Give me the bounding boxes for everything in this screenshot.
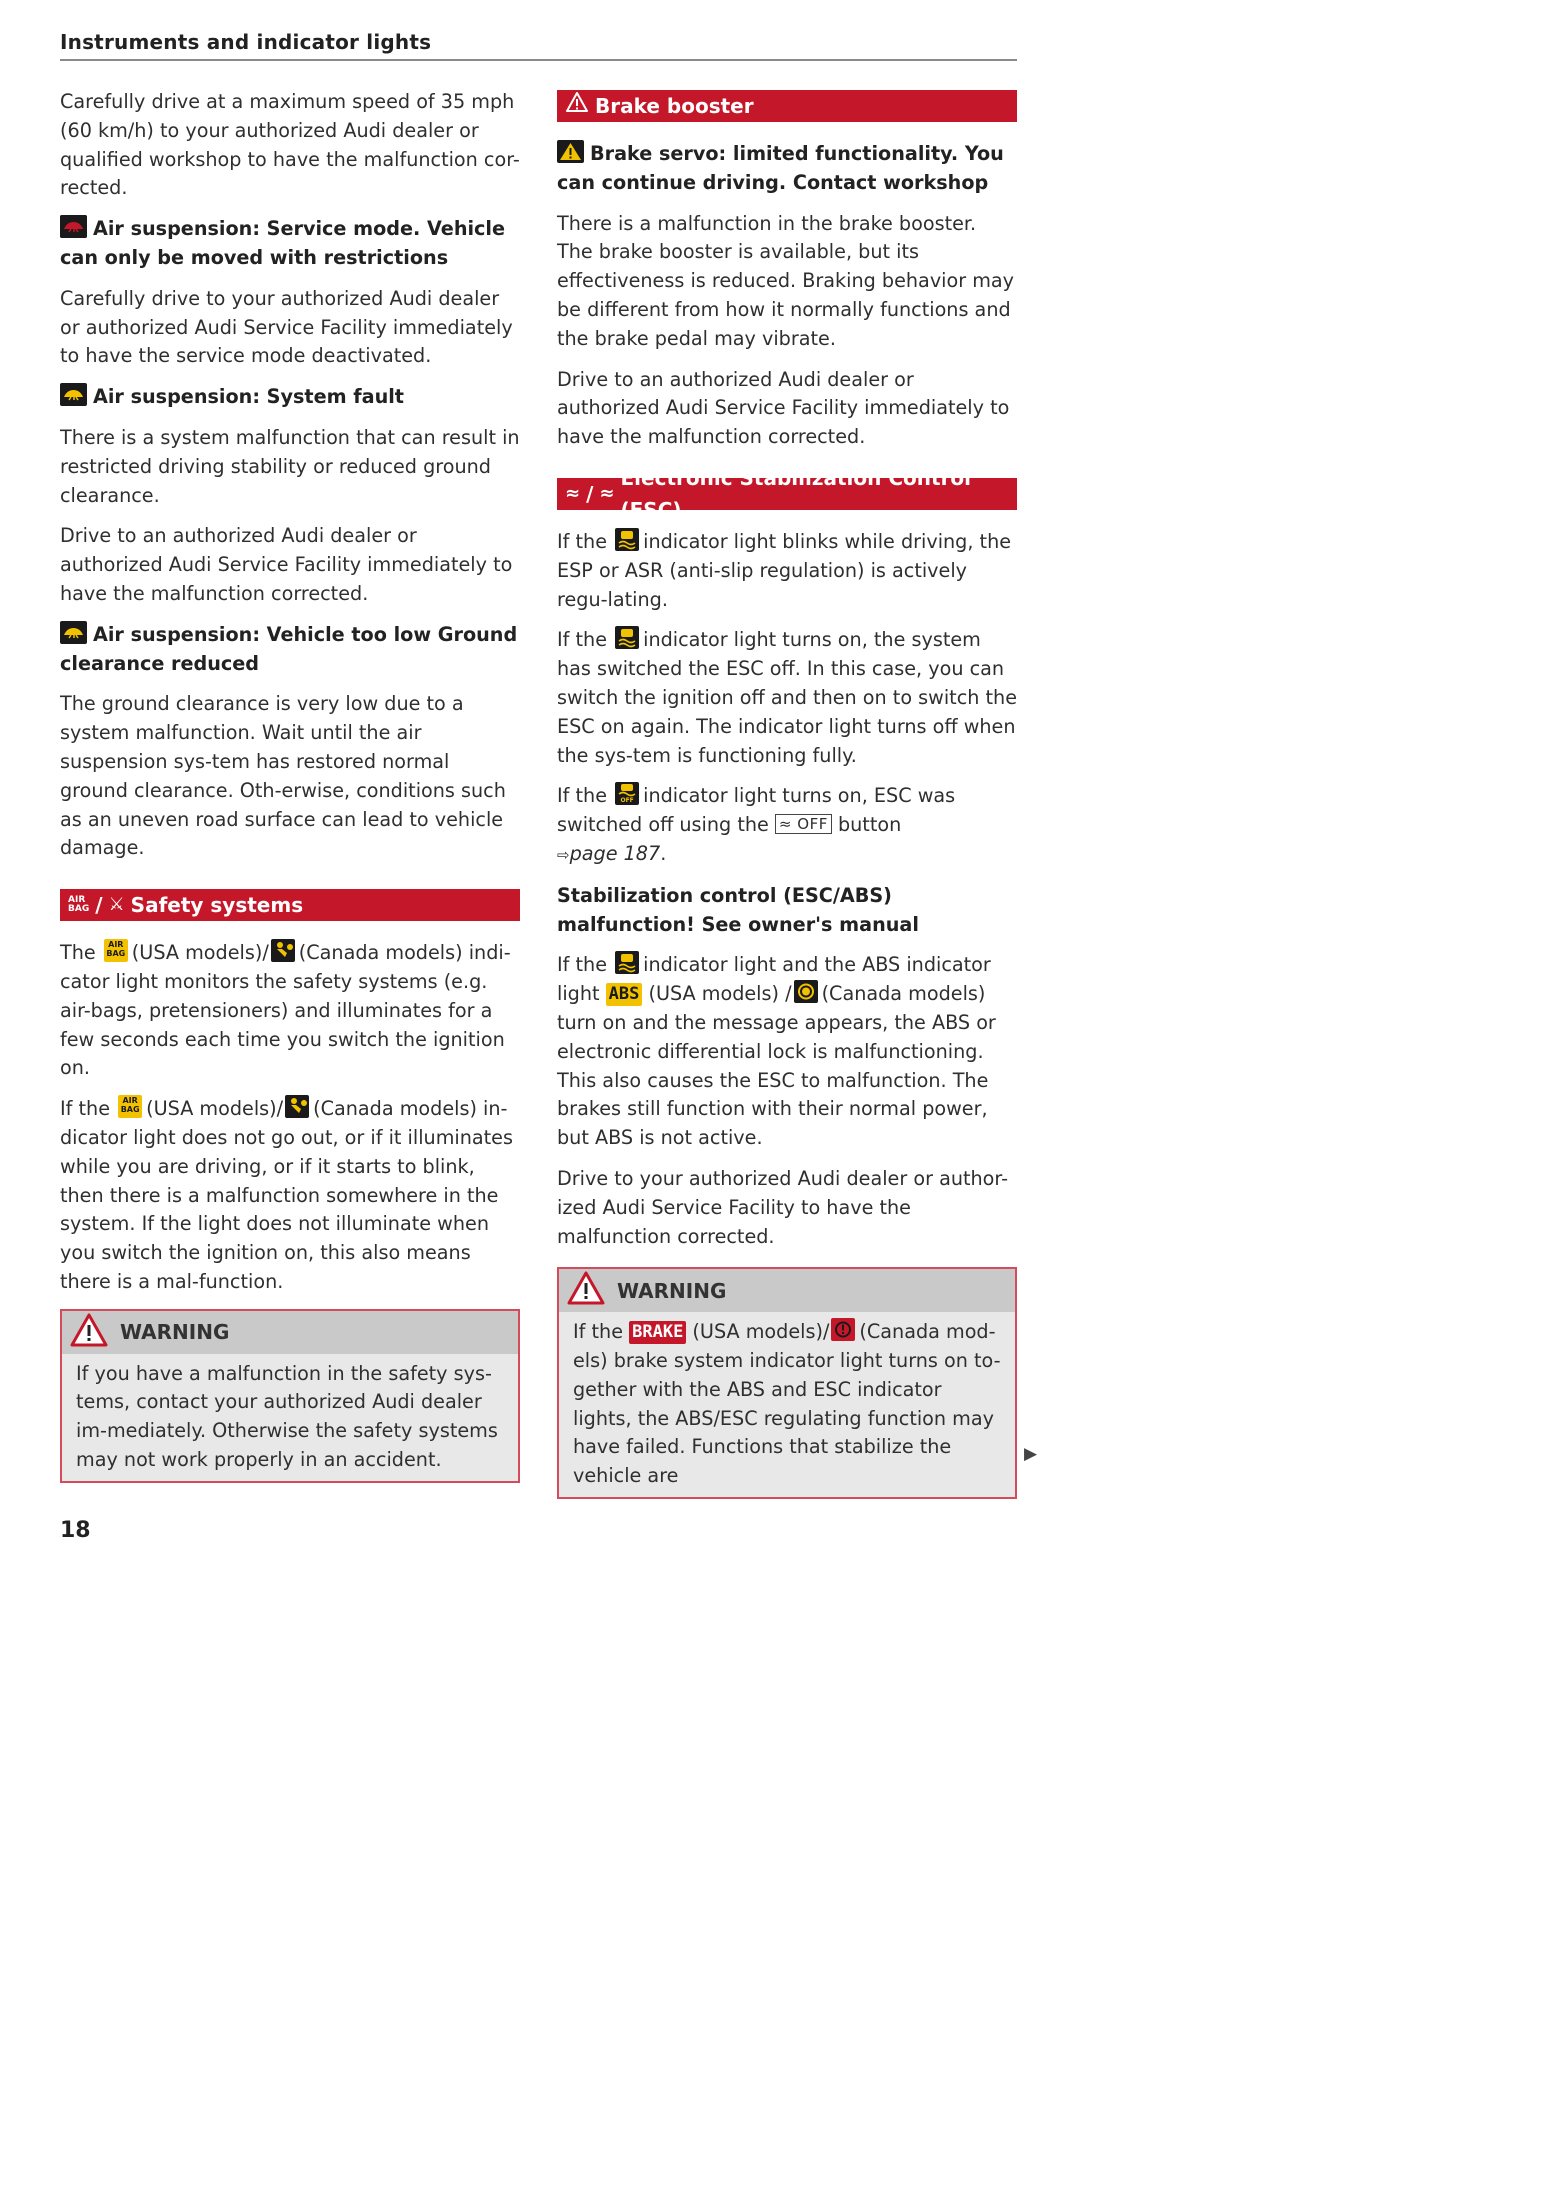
warning-triangle-icon xyxy=(70,1313,108,1352)
airbag-icon: AIR BAG xyxy=(68,895,90,915)
esc-icon: ≈ xyxy=(565,482,581,504)
air-suspension-service-heading: Air suspension: Service mode. Vehicle can only be moved with restrictions xyxy=(60,217,506,269)
esc-off-button: ≈ OFF xyxy=(775,814,832,834)
esc-off-icon: ≈ xyxy=(599,482,615,504)
safety-text1: The AIR BAG (USA models)/ (Canada models) indi-cator light monitors the safety systems (e.g. air-bags, pretensioners) and illuminates for a few seconds each time you switch the ignition on. xyxy=(60,940,511,1080)
arrow-right-icon: ⇨ xyxy=(557,845,570,864)
right-column xyxy=(557,90,1017,1499)
esc-car-icon: ≈ xyxy=(778,815,792,834)
warning-triangle-icon xyxy=(565,90,589,122)
air-suspension-yellow-icon xyxy=(60,383,87,406)
air-suspension-service-text: Carefully drive to your authorized Audi dealer or authorized Audi Service Facility immediately to have the service mode deactivated. xyxy=(60,286,513,368)
esc-yellow-icon xyxy=(615,528,639,551)
abs-usa-icon: ABS xyxy=(606,983,643,1006)
air-suspension-yellow-icon xyxy=(60,621,87,644)
seat-occupant-icon: ⚔ xyxy=(108,894,125,916)
left-column xyxy=(60,88,520,1483)
page-number: 18 xyxy=(60,1518,91,1543)
esc-off-yellow-icon: OFF xyxy=(615,782,639,805)
page-header: Instruments and indicator lights xyxy=(60,30,432,54)
warning-triangle-icon xyxy=(567,1271,605,1310)
brake-text2: Drive to an authorized Audi dealer or authorized Audi Service Facility immediately to have the malfunction corrected. xyxy=(557,367,1010,449)
intro-text: Carefully drive at a maximum speed of 35 mph (60 km/h) to your authorized Audi dealer or qualified workshop to have the malfunction cor-rected. xyxy=(60,90,520,200)
esc-yellow-icon xyxy=(615,951,639,974)
air-suspension-fault-heading: Air suspension: System fault xyxy=(60,383,520,412)
esc-text2: If the indicator light turns on, the system has switched the ESC off. In this case, you can switch the ignition off and then on to switch the ESC on again. The indicator light turns off when the sys-tem is functioning fully. xyxy=(557,628,1018,767)
warning-text: If you have a malfunction in the safety sys-tems, contact your authorized Audi dealer im-mediately. Otherwise the safety systems may not work properly in an accident. xyxy=(76,1361,498,1472)
esc-heading: ≈ / ≈ Electronic Stabilization Control (ESC) xyxy=(557,478,1017,510)
warning-header: WARNING xyxy=(559,1269,1015,1312)
esc-yellow-icon xyxy=(615,626,639,649)
airbag-canada-icon xyxy=(271,939,295,962)
air-suspension-red-icon xyxy=(60,215,87,238)
airbag-usa-icon: AIR BAG xyxy=(118,1095,142,1118)
warning-brake-text: If the BRAKE (USA models)/ (Canada mod-els) brake system indicator light turns on to-gether with the ABS and ESC indicator lights, the ABS/ESC regulating function may have failed. Functions that stabilize the vehicle are xyxy=(573,1320,1001,1488)
brake-booster-heading: Brake booster xyxy=(557,90,1017,122)
air-suspension-low-heading: Air suspension: Vehicle too low Ground clearance reduced xyxy=(60,622,518,675)
stabilization-heading: Stabilization control (ESC/ABS) malfunction! See owner's manual xyxy=(557,883,919,936)
stabilization-text2: Drive to your authorized Audi dealer or author-ized Audi Service Facility to have the malfunction corrected. xyxy=(557,1166,1008,1248)
abs-canada-icon xyxy=(794,980,818,1003)
warning-box-safety xyxy=(60,1309,520,1483)
air-suspension-fault-text1: There is a system malfunction that can result in restricted driving stability or reduced ground clearance. xyxy=(60,425,520,507)
safety-systems-heading: AIR BAG / ⚔ Safety systems xyxy=(60,889,520,921)
stabilization-text1: If the indicator light and the ABS indicator light ABS (USA models) / (Canada models) turn on and the message appears, the ABS or electronic differential lock is malfunctioning. This also causes the ESC to malfunction. The brakes still function with their normal power, but ABS is not active. xyxy=(557,953,996,1150)
yellow-warning-icon xyxy=(557,140,584,163)
esc-text1: If the indicator light blinks while driving, the ESP or ASR (anti-slip regulation) is actively regu-lating. xyxy=(557,529,1012,611)
safety-text2: If the AIR BAG (USA models)/ (Canada models) in-dicator light does not go out, or if it illuminates while you are driving, or if it starts to blink, then there is a malfunction somewhere in the system. If the light does not illuminate when you switch the ignition on, this also means there is a mal-function. xyxy=(60,1096,513,1293)
brake-canada-icon xyxy=(831,1318,855,1341)
brake-text1: There is a malfunction in the brake booster. The brake booster is available, but its effectiveness is reduced. Braking behavior may be different from how it normally functions and the brake pedal may vibrate. xyxy=(557,211,1015,350)
header-rule xyxy=(60,59,1017,61)
warning-box-brake xyxy=(557,1267,1017,1499)
airbag-canada-icon xyxy=(285,1095,309,1118)
esc-text3: If the OFF indicator light turns on, ESC was switched off using the ≈ OFF button ⇨page 187. xyxy=(557,784,956,865)
airbag-usa-icon: AIR BAG xyxy=(104,939,128,962)
air-suspension-fault-text2: Drive to an authorized Audi dealer or authorized Audi Service Facility immediately to have the malfunction corrected. xyxy=(60,524,513,605)
page-reference[interactable]: page 187 xyxy=(569,841,661,865)
warning-header: WARNING xyxy=(62,1311,518,1354)
brake-servo-heading: Brake servo: limited functionality. You can continue driving. Contact workshop xyxy=(557,142,1004,194)
brake-usa-icon: BRAKE xyxy=(629,1321,686,1344)
continue-arrow-icon: ▶ xyxy=(1024,1444,1038,1464)
air-suspension-low-text: The ground clearance is very low due to a system malfunction. Wait until the air suspension sys-tem has restored normal ground clearance. Oth-erwise, conditions such as an uneven road surface can lead to vehicle damage. xyxy=(60,692,506,860)
